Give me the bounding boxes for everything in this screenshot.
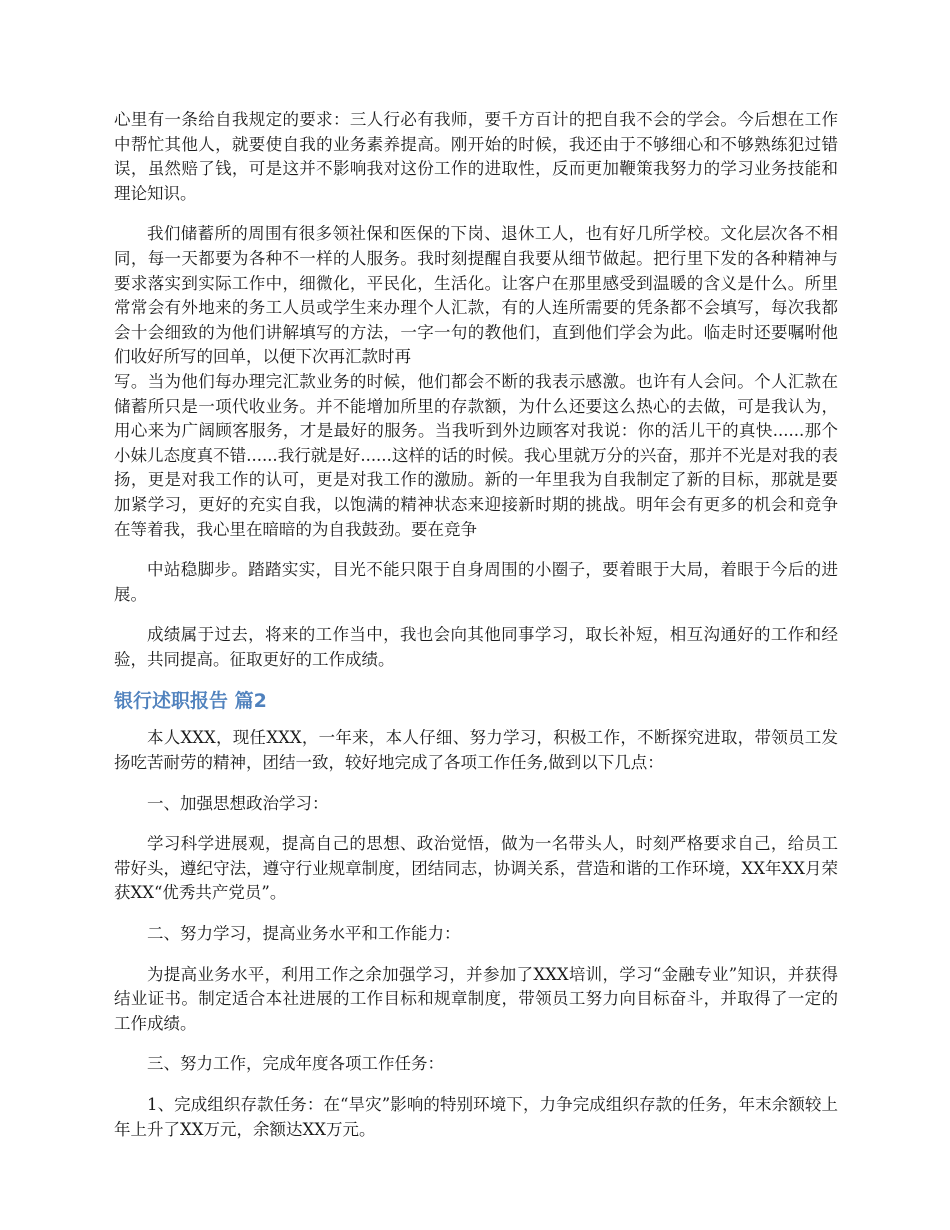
body-paragraph: 我们储蓄所的周围有很多领社保和医保的下岗、退休工人，也有好几所学校。文化层次各不相同，每一天都要为各种不一样的人服务。我时刻提醒自我要从细节做起。把行里下发的各种精神与要求落实到实际工作中，细微化，平民化，生活化。让客户在那里感受到温暖的含义是什么。所里常常会有外地来的务工人员或学生来办理个人汇款，有的人连所需要的凭条都不会填写，每次我都会十会细致的为他们讲解填写的方法，一字一句的教他们，直到他们学会为此。临走时还要嘱咐他们收好所写的回单，以便下次再汇款时再 写。当为他们每办理完汇款业务的时候，他们都会不断的我表示感激。也许有人会问。个人汇款在储蓄所只是一项代收业务。并不能增加所里的存款额，为什么还要这么热心的去做，可是我认为，用心来为广阔顾客服务，才是最好的服务。当我听到外边顾客对我说：你的活儿干的真快......那个小妹儿态度真不错......我行就是好......这样的话的时候。我心里就万分的兴奋，那并不光是对我的表扬，更是对我工作的认可，更是对我工作的激励。新的一年里我为自我制定了新的目标，那就是要加紧学习，更好的充实自我，以饱满的精神状态来迎接新时期的挑战。明年会有更多的机会和竞争在等着我，我心里在暗暗的为自我鼓劲。要在竞争 <box>114 224 838 539</box>
body-paragraph: 1、完成组织存款任务：在“旱灾”影响的特别环境下，力争完成组织存款的任务，年末余额较上年上升了XX万元，余额达XX万元。 <box>114 1095 838 1139</box>
body-paragraph: 为提高业务水平，利用工作之余加强学习，并参加了XXX培训，学习“金融专业”知识，并获得结业证书。制定适合本社进展的工作目标和规章制度，带领员工努力向目标奋斗，并取得了一定的工作成绩。 <box>114 964 838 1033</box>
body-paragraph: 中站稳脚步。踏踏实实，目光不能只限于自身周围的小圈子，要着眼于大局，着眼于今后的进展。 <box>114 560 838 604</box>
section-heading: 银行述职报告 篇2 <box>114 690 267 713</box>
body-paragraph: 成绩属于过去，将来的工作当中，我也会向其他同事学习，取长补短，相互沟通好的工作和经验，共同提高。征取更好的工作成绩。 <box>114 625 838 669</box>
body-paragraph: 心里有一条给自我规定的要求：三人行必有我师，要千方百计的把自我不会的学会。今后想在工作中帮忙其他人，就要使自我的业务素养提高。刚开始的时候，我还由于不够细心和不够熟练犯过错误，虽然赔了钱，可是这并不影响我对这份工作的进取性，反而更加鞭策我努力的学习业务技能和理论知识。 <box>114 110 838 203</box>
list-item-heading: 二、努力学习，提高业务水平和工作能力： <box>147 924 461 944</box>
body-paragraph: 学习科学进展观，提高自己的思想、政治觉悟，做为一名带头人，时刻严格要求自己，给员工带好头，遵纪守法，遵守行业规章制度，团结同志，协调关系，营造和谐的工作环境，XX年XX月荣获XX“优秀共产党员”。 <box>114 834 838 903</box>
document-page <box>114 108 838 1158</box>
body-paragraph: 本人XXX，现任XXX，一年来，本人仔细、努力学习，积极工作，不断探究进取，带领员工发扬吃苦耐劳的精神，团结一致，较好地完成了各项工作任务,做到以下几点： <box>114 728 838 773</box>
list-item-heading: 三、努力工作，完成年度各项工作任务： <box>147 1054 444 1074</box>
list-item-heading: 一、加强思想政治学习： <box>147 793 329 813</box>
